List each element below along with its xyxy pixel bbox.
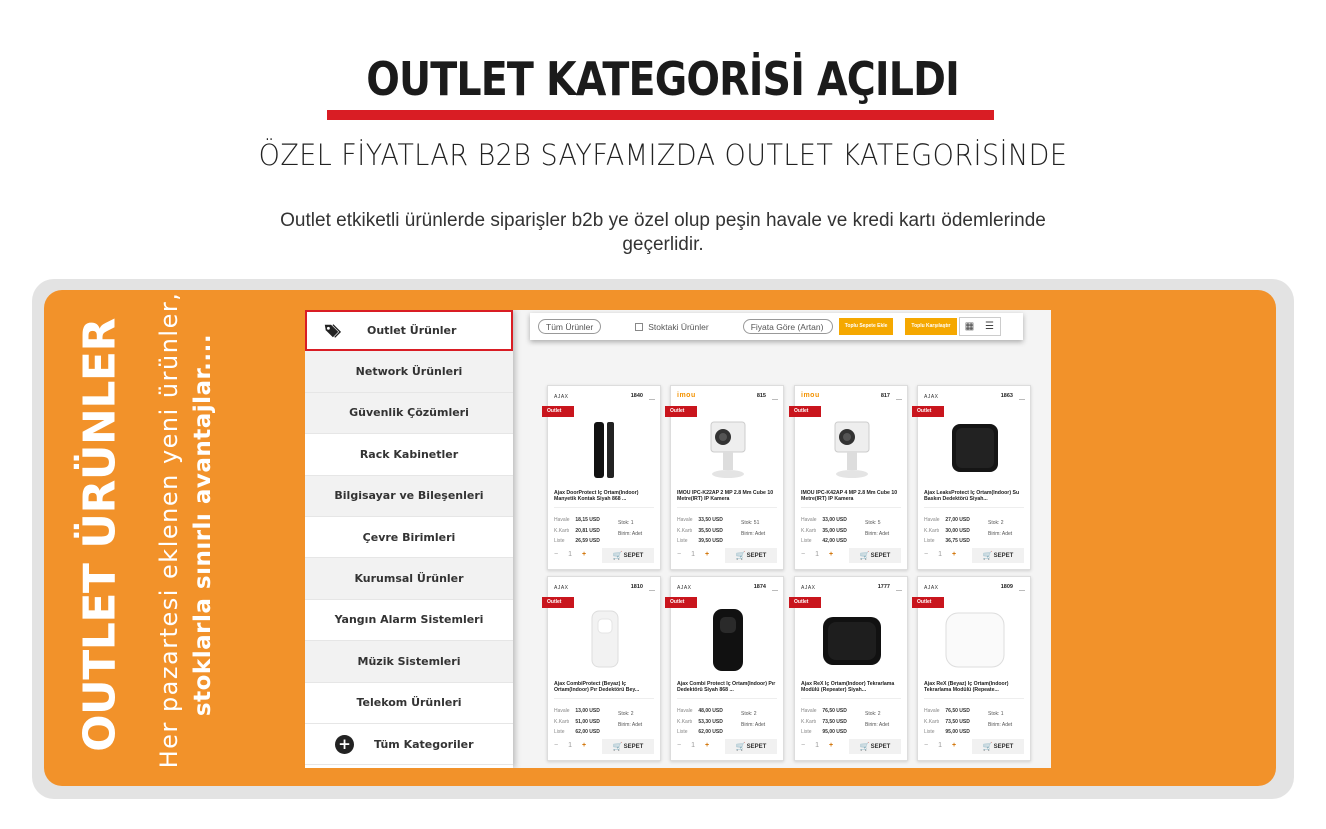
- product-name[interactable]: Ajax Combi Protect İç Ortam(Indoor) Pır Dedektörü Siyah 868 ...: [677, 681, 776, 694]
- price-list: [677, 706, 723, 738]
- product-name[interactable]: Ajax LeaksProtect İç Ortam(Indoor) Su Baskın Dedektörü Siyah...: [924, 490, 1020, 503]
- price-liste: 62,00 USD: [698, 729, 723, 735]
- outlet-badge: Outlet: [542, 597, 574, 608]
- stock-info: [865, 518, 889, 539]
- page-description: Outlet etkiketli ürünlerde siparişler b2b ye özel olup peşin havale ve kredi kartı ödemlerinde geçerlidir.: [280, 210, 1046, 255]
- price-liste: 95,00 USD: [822, 729, 847, 735]
- price-liste: 39,50 USD: [698, 538, 723, 544]
- stock-info: [865, 709, 889, 730]
- category-rack[interactable]: Rack Kabinetler: [305, 434, 513, 475]
- unit-label: Birim:: [988, 721, 1001, 728]
- price-havale: 27,00 USD: [945, 517, 970, 523]
- quantity-value[interactable]: 1: [691, 742, 695, 749]
- price-kkarti: 53,30 USD: [698, 718, 723, 725]
- price-label: Havale: [677, 708, 693, 714]
- outlet-badge: Outlet: [789, 597, 821, 608]
- plus-icon[interactable]: +: [705, 551, 710, 558]
- product-code: 1874: [753, 584, 766, 590]
- product-name[interactable]: Ajax DoorProtect İç Ortam(Indoor) Manyetik Kontak Siyah 868 ...: [554, 490, 639, 503]
- minus-icon[interactable]: −: [801, 742, 806, 749]
- price-label: K.Kartı: [554, 527, 570, 534]
- category-guvenlik[interactable]: Güvenlik Çözümleri: [305, 393, 513, 434]
- price-liste: 62,00 USD: [575, 729, 600, 735]
- price-label: Havale: [801, 517, 817, 523]
- price-liste: 95,00 USD: [945, 729, 970, 735]
- stock-info: [741, 518, 765, 539]
- unit-label: Birim:: [618, 721, 631, 728]
- page-title: OUTLET KATEGORİSİ AÇILDI: [366, 52, 960, 106]
- price-label: Havale: [924, 517, 940, 523]
- product-card[interactable]: [917, 576, 1031, 761]
- product-name[interactable]: Ajax ReX (Beyaz) İç Ortam(Indoor) Tekrarlama Modülü (Repeate...: [924, 681, 1009, 694]
- quantity-value[interactable]: 1: [938, 551, 942, 558]
- quantity-value[interactable]: 1: [815, 742, 819, 749]
- stock-info: [988, 518, 1012, 539]
- outlet-badge: Outlet: [912, 597, 944, 608]
- price-label: Havale: [924, 708, 940, 714]
- unit-label: Birim:: [741, 721, 754, 728]
- grid-view-icon[interactable]: ▦: [964, 321, 975, 332]
- cart-icon: 🛒: [982, 551, 993, 560]
- product-card[interactable]: [547, 385, 661, 570]
- price-label: Liste: [554, 729, 565, 735]
- price-havale: 48,00 USD: [698, 708, 723, 714]
- product-code: 1809: [1000, 584, 1013, 590]
- unit-value: Adet: [754, 530, 766, 537]
- price-havale: 13,00 USD: [575, 708, 600, 714]
- price-kkarti: 73,50 USD: [945, 718, 970, 725]
- price-label: Havale: [677, 517, 693, 523]
- cart-icon: 🛒: [735, 551, 746, 560]
- add-to-cart-button[interactable]: [602, 548, 654, 563]
- add-to-cart-label: SEPET: [746, 552, 767, 559]
- compare-checkbox[interactable]: [1019, 585, 1025, 591]
- product-card[interactable]: [547, 576, 661, 761]
- stock-label: Stok:: [618, 711, 630, 717]
- product-image[interactable]: [572, 416, 638, 482]
- plus-icon[interactable]: +: [582, 551, 587, 558]
- quantity-stepper[interactable]: [924, 551, 956, 558]
- price-label: K.Kartı: [801, 718, 817, 725]
- price-label: Liste: [924, 729, 935, 735]
- product-image[interactable]: [819, 607, 885, 673]
- category-label: Tüm Kategoriler: [374, 737, 474, 751]
- divider: [554, 698, 654, 699]
- stock-value: 2: [877, 711, 881, 717]
- price-label: K.Kartı: [924, 718, 940, 725]
- add-to-cart-button[interactable]: [602, 739, 654, 754]
- price-list: [924, 706, 970, 738]
- stock-checkbox-label: Stoktaki Ürünler: [648, 321, 709, 332]
- banner-title: OUTLET ÜRÜNLER: [74, 318, 126, 752]
- product-code: 1863: [1000, 393, 1013, 399]
- unit-value: Adet: [1001, 721, 1013, 728]
- product-image[interactable]: [695, 416, 761, 482]
- product-image[interactable]: [572, 607, 638, 673]
- price-label: Havale: [554, 517, 570, 523]
- stock-label: Stok:: [741, 520, 753, 526]
- add-to-cart-button[interactable]: [725, 739, 777, 754]
- banner-line-2: stoklarla sınırlı avantajlar....: [190, 333, 216, 717]
- banner-line-1: Her pazartesi eklenen yeni ürünler,: [155, 291, 183, 769]
- product-brand: AJAX: [677, 585, 692, 591]
- stock-label: Stok:: [865, 520, 877, 526]
- checkbox-icon: [635, 323, 643, 331]
- category-menu: [305, 310, 513, 768]
- outlet-badge: Outlet: [665, 597, 697, 608]
- product-code: 1810: [630, 584, 643, 590]
- product-brand: AJAX: [554, 585, 569, 591]
- stock-value: 2: [1000, 520, 1004, 526]
- stock-info: [618, 709, 642, 730]
- plus-circle-icon: +: [335, 735, 354, 754]
- price-havale: 33,00 USD: [822, 517, 847, 523]
- price-label: K.Kartı: [677, 718, 693, 725]
- product-name[interactable]: Ajax CombiProtect (Beyaz) İç Ortam(Indoor) Pır Dedektörü Bey...: [554, 681, 640, 694]
- price-liste: 42,00 USD: [822, 538, 847, 544]
- outlet-badge: Outlet: [789, 406, 821, 417]
- add-to-cart-label: SEPET: [623, 552, 644, 559]
- price-list: [801, 706, 847, 738]
- product-card[interactable]: [794, 385, 908, 570]
- category-cevre[interactable]: Çevre Birimleri: [305, 517, 513, 558]
- quantity-value[interactable]: 1: [568, 742, 572, 749]
- product-toolbar: [530, 313, 1023, 340]
- quantity-stepper[interactable]: [677, 742, 709, 749]
- b2b-screenshot: [305, 310, 1051, 768]
- quantity-stepper[interactable]: [924, 742, 956, 749]
- minus-icon[interactable]: −: [554, 742, 559, 749]
- quantity-value[interactable]: 1: [938, 742, 942, 749]
- unit-value: Adet: [1001, 530, 1013, 537]
- unit-label: Birim:: [865, 530, 878, 537]
- price-havale: 18,15 USD: [575, 517, 600, 523]
- price-kkarti: 20,81 USD: [575, 527, 600, 534]
- stock-label: Stok:: [865, 711, 877, 717]
- stock-label: Stok:: [618, 520, 630, 526]
- compare-checkbox[interactable]: [649, 394, 655, 400]
- product-card[interactable]: [917, 385, 1031, 570]
- unit-value: Adet: [631, 721, 643, 728]
- price-list: [924, 515, 970, 547]
- minus-icon[interactable]: −: [554, 551, 559, 558]
- price-label: Liste: [677, 729, 688, 735]
- product-card[interactable]: [670, 576, 784, 761]
- plus-icon[interactable]: +: [582, 742, 587, 749]
- price-kkarti: 73,50 USD: [822, 718, 847, 725]
- price-list: [554, 515, 600, 547]
- cart-icon: 🛒: [859, 742, 870, 751]
- unit-value: Adet: [754, 721, 766, 728]
- add-to-cart-button[interactable]: [725, 548, 777, 563]
- add-to-cart-button[interactable]: [849, 548, 901, 563]
- minus-icon[interactable]: −: [677, 551, 682, 558]
- quantity-value[interactable]: 1: [568, 551, 572, 558]
- divider: [801, 698, 901, 699]
- compare-checkbox[interactable]: [649, 585, 655, 591]
- product-brand: imou: [677, 392, 696, 399]
- category-telekom[interactable]: Telekom Ürünleri: [305, 683, 513, 724]
- unit-value: Adet: [878, 530, 890, 537]
- quantity-stepper[interactable]: [801, 742, 833, 749]
- minus-icon[interactable]: −: [801, 551, 806, 558]
- product-image[interactable]: [942, 607, 1008, 673]
- product-brand: imou: [801, 392, 820, 399]
- price-havale: 76,50 USD: [945, 708, 970, 714]
- category-muzik[interactable]: Müzik Sistemleri: [305, 641, 513, 682]
- compare-checkbox[interactable]: [896, 394, 902, 400]
- price-list: [554, 706, 600, 738]
- stock-value: 2: [630, 711, 634, 717]
- price-label: K.Kartı: [801, 527, 817, 534]
- price-label: Havale: [554, 708, 570, 714]
- stock-label: Stok:: [988, 520, 1000, 526]
- product-card[interactable]: [670, 385, 784, 570]
- price-havale: 76,50 USD: [822, 708, 847, 714]
- add-to-cart-button[interactable]: [972, 739, 1024, 754]
- quantity-stepper[interactable]: [554, 551, 586, 558]
- add-to-cart-label: SEPET: [870, 743, 891, 750]
- product-brand: AJAX: [554, 394, 569, 400]
- unit-label: Birim:: [865, 721, 878, 728]
- title-underline: [327, 110, 994, 120]
- stock-checkbox[interactable]: [635, 322, 708, 332]
- minus-icon[interactable]: −: [924, 742, 929, 749]
- category-kurumsal[interactable]: Kurumsal Ürünler: [305, 558, 513, 599]
- compare-checkbox[interactable]: [772, 394, 778, 400]
- category-outlet[interactable]: [305, 310, 513, 351]
- add-to-cart-label: SEPET: [993, 552, 1014, 559]
- category-yangin[interactable]: Yangın Alarm Sistemleri: [305, 600, 513, 641]
- product-image[interactable]: [819, 416, 885, 482]
- add-to-cart-button[interactable]: [972, 548, 1024, 563]
- add-to-cart-label: SEPET: [746, 743, 767, 750]
- category-bilgisayar[interactable]: Bilgisayar ve Bileşenleri: [305, 476, 513, 517]
- product-brand: AJAX: [801, 585, 816, 591]
- price-liste: 36,75 USD: [945, 538, 970, 544]
- category-network[interactable]: Network Ürünleri: [305, 351, 513, 392]
- view-toggle: [959, 317, 1001, 336]
- price-havale: 33,50 USD: [698, 517, 723, 523]
- category-label: Outlet Ürünler: [367, 324, 457, 338]
- plus-icon[interactable]: +: [952, 551, 957, 558]
- divider: [677, 507, 777, 508]
- price-kkarti: 30,00 USD: [945, 527, 970, 534]
- add-to-cart-label: SEPET: [870, 552, 891, 559]
- cart-icon: 🛒: [859, 551, 870, 560]
- plus-icon[interactable]: +: [829, 742, 834, 749]
- product-name[interactable]: IMOU IPC-K22AP 2 MP 2.8 Mm Cube 10 Metre(IRT) IP Kamera: [677, 490, 774, 503]
- price-kkarti: 51,00 USD: [575, 718, 600, 725]
- product-code: 817: [880, 393, 890, 399]
- outlet-badge: Outlet: [542, 406, 574, 417]
- quantity-stepper[interactable]: [801, 551, 833, 558]
- add-to-cart-button[interactable]: [849, 739, 901, 754]
- stock-value: 1: [630, 520, 634, 526]
- stock-value: 51: [753, 520, 760, 526]
- price-label: K.Kartı: [924, 527, 940, 534]
- price-label: Liste: [677, 538, 688, 544]
- tag-icon: [323, 322, 341, 340]
- product-name[interactable]: Ajax ReX İç Ortam(Indoor) Tekrarlama Modülü (Repeater) Siyah...: [801, 681, 895, 694]
- price-label: Liste: [554, 538, 565, 544]
- product-card[interactable]: [794, 576, 908, 761]
- cart-icon: 🛒: [982, 742, 993, 751]
- category-all[interactable]: [305, 724, 513, 765]
- stock-info: [988, 709, 1012, 730]
- cart-icon: 🛒: [735, 742, 746, 751]
- product-code: 815: [756, 393, 766, 399]
- quantity-value[interactable]: 1: [691, 551, 695, 558]
- add-to-cart-label: SEPET: [623, 743, 644, 750]
- price-kkarti: 35,50 USD: [698, 527, 723, 534]
- stock-value: 2: [753, 711, 757, 717]
- page-subtitle: ÖZEL FİYATLAR B2B SAYFAMIZDA OUTLET KATEGORİSİNDE: [258, 138, 1068, 172]
- stock-label: Stok:: [988, 711, 1000, 717]
- quantity-stepper[interactable]: [677, 551, 709, 558]
- price-list: [801, 515, 847, 547]
- outlet-badge: Outlet: [665, 406, 697, 417]
- unit-label: Birim:: [741, 530, 754, 537]
- product-brand: AJAX: [924, 585, 939, 591]
- stock-info: [741, 709, 765, 730]
- product-brand: AJAX: [924, 394, 939, 400]
- plus-icon[interactable]: +: [705, 742, 710, 749]
- price-kkarti: 35,00 USD: [822, 527, 847, 534]
- filter-select[interactable]: Tüm Ürünler: [538, 319, 601, 334]
- compare-checkbox[interactable]: [896, 585, 902, 591]
- product-image[interactable]: [942, 416, 1008, 482]
- bulk-compare-button[interactable]: Toplu Karşılaştır: [905, 318, 956, 335]
- divider: [554, 507, 654, 508]
- cart-icon: 🛒: [612, 742, 623, 751]
- stock-info: [618, 518, 642, 539]
- add-to-cart-label: SEPET: [993, 743, 1014, 750]
- unit-value: Adet: [878, 721, 890, 728]
- price-label: Liste: [924, 538, 935, 544]
- unit-label: Birim:: [988, 530, 1001, 537]
- unit-value: Adet: [631, 530, 643, 537]
- quantity-stepper[interactable]: [554, 742, 586, 749]
- stock-value: 1: [1000, 711, 1004, 717]
- product-code: 1840: [630, 393, 643, 399]
- divider: [924, 507, 1024, 508]
- quantity-value[interactable]: 1: [815, 551, 819, 558]
- compare-checkbox[interactable]: [772, 585, 778, 591]
- outlet-badge: Outlet: [912, 406, 944, 417]
- price-label: K.Kartı: [554, 718, 570, 725]
- list-view-icon[interactable]: ☰: [985, 321, 994, 332]
- minus-icon[interactable]: −: [677, 742, 682, 749]
- price-label: Liste: [801, 538, 812, 544]
- plus-icon[interactable]: +: [829, 551, 834, 558]
- plus-icon[interactable]: +: [952, 742, 957, 749]
- sort-select[interactable]: Fiyata Göre (Artan): [743, 319, 833, 334]
- divider: [924, 698, 1024, 699]
- product-code: 1777: [877, 584, 890, 590]
- divider: [677, 698, 777, 699]
- cart-icon: 🛒: [612, 551, 623, 560]
- stock-value: 5: [877, 520, 881, 526]
- title-wrap: [0, 52, 1326, 106]
- divider: [801, 507, 901, 508]
- price-liste: 26,59 USD: [575, 538, 600, 544]
- product-name[interactable]: IMOU IPC-K42AP 4 MP 2.8 Mm Cube 10 Metre(IRT) IP Kamera: [801, 490, 898, 503]
- stock-label: Stok:: [741, 711, 753, 717]
- price-label: Havale: [801, 708, 817, 714]
- price-label: K.Kartı: [677, 527, 693, 534]
- unit-label: Birim:: [618, 530, 631, 537]
- minus-icon[interactable]: −: [924, 551, 929, 558]
- bulk-add-button[interactable]: Toplu Sepete Ekle: [839, 318, 894, 335]
- compare-checkbox[interactable]: [1019, 394, 1025, 400]
- price-label: Liste: [801, 729, 812, 735]
- price-list: [677, 515, 723, 547]
- product-image[interactable]: [695, 607, 761, 673]
